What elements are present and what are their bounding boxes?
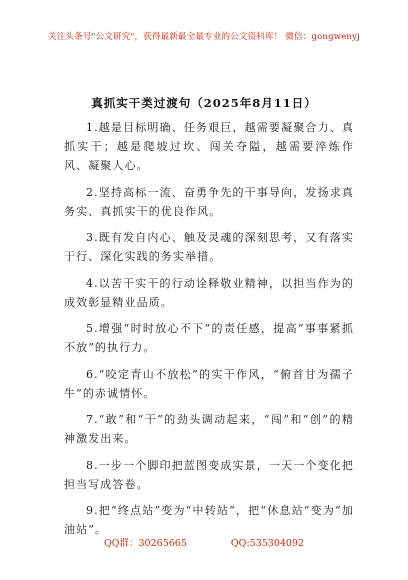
paragraph-2: 2.坚持高标一流、奋勇争先的干事导向，发扬求真务实、真抓实干的优良作风。 (64, 185, 354, 218)
footer-contact (0, 535, 408, 549)
footer-qq: QQ:535304092 (230, 538, 305, 549)
document-body (64, 118, 354, 547)
paragraph-7: 7.“敢”和“干”的劲头调动起来，“闯”和“创”的精神激发出来。 (64, 413, 354, 445)
paragraph-9: 9.把“终点站”变为“中转站”，把“休息站”变为“加油站”。 (64, 504, 354, 536)
document-title: 真抓实干类过渡句（2025年8月11日） (91, 96, 317, 110)
paragraph-5: 5.增强“时时放心不下”的责任感，提高“事事紧抓不放”的执行力。 (64, 322, 354, 354)
paragraph-4: 4.以苦干实干的行动诠释敬业精神，以担当作为的成效彰显精业品质。 (64, 276, 354, 309)
paragraph-6: 6.“咬定青山不放松”的实干作风，“俯首甘为孺子牛”的赤诚情怀。 (64, 367, 354, 400)
paragraph-8: 8.一步一个脚印把蓝图变成实景，一天一个变化把担当写成答卷。 (64, 458, 354, 491)
paragraph-3: 3.既有发自内心、触及灵魂的深刻思考，又有落实于行、深化实践的务实举措。 (64, 231, 354, 263)
header-banner: 关注头条号"公文研究"，获得最新最全最专业的公文资料库！ 微信：gongwenyj (48, 32, 360, 42)
paragraph-1: 1.越是目标明确、任务艰巨，越需要凝聚合力、真抓实干；越是爬坡过坎、闯关夺隘，越需要淬炼作风、凝聚人心。 (64, 121, 354, 172)
footer-qq-group: QQ群：30265665 (103, 538, 187, 549)
